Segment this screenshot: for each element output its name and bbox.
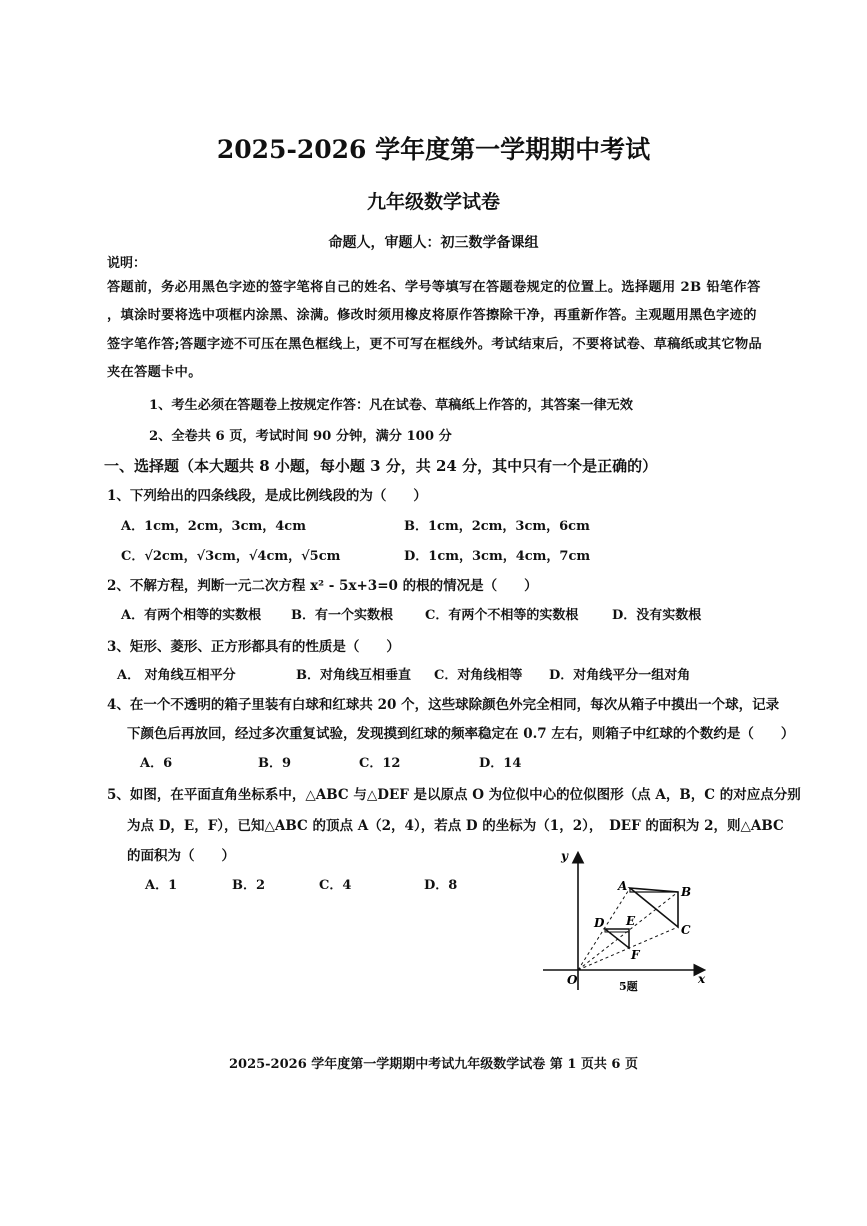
exam-subtitle: 九年级数学试卷	[366, 191, 500, 213]
label-f: F	[631, 948, 640, 962]
label-x: x	[698, 972, 706, 986]
section-heading: 一、选择题（本大题共 8 小题，每小题 3 分，共 24 分，其中只有一个是正确的）	[104, 457, 658, 475]
question-1-option-c: C．√2cm，√3cm，√4cm，√5cm	[121, 549, 341, 564]
question-5-figure	[535, 840, 715, 1000]
instructions-label: 说明：	[107, 256, 147, 271]
question-4-option-b: B．9	[258, 756, 292, 771]
question-5-option-a: A．1	[145, 878, 178, 893]
question-4-option-a: A．6	[140, 756, 173, 771]
question-4-option-d: D．14	[479, 756, 522, 771]
label-a: A	[618, 879, 628, 893]
question-5-option-b: B．2	[232, 878, 266, 893]
question-1-option-d: D．1cm，3cm，4cm，7cm	[404, 549, 591, 564]
label-o: O	[567, 973, 578, 987]
rule-2: 2、全卷共 6 页，考试时间 90 分钟，满分 100 分	[149, 429, 452, 444]
instruction-line: 签字笔作答;答题字迹不可压在黑色框线上，更不可写在框线外。考试结束后，不要将试卷、草稿纸或其它物品	[107, 337, 763, 352]
label-d: D	[594, 916, 605, 930]
question-3-option-a: A． 对角线互相平分	[117, 668, 236, 683]
triangle-abc	[630, 888, 678, 927]
instruction-line: ，填涂时要将选中项框内涂黑、涂满。修改时须用橡皮将原作答擦除干净，再重新作答。主观题用黑色字迹的	[107, 308, 757, 323]
question-1-option-b: B．1cm，2cm，3cm，6cm	[404, 519, 590, 534]
question-2-option-b: B．有一个实数根	[291, 608, 393, 623]
question-5-stem-cont: 的面积为（ ）	[127, 848, 235, 864]
question-3-stem: 3、矩形、菱形、正方形都具有的性质是（ ）	[107, 639, 400, 655]
question-3-option-b: B．对角线互相垂直	[296, 668, 411, 683]
question-5-stem: 5、如图，在平面直角坐标系中，△ABC 与△DEF 是以原点 O 为位似中心的位似图形（点 A，B，C 的对应点分别	[107, 787, 801, 803]
question-5-stem-cont: 为点 D，E，F），已知△ABC 的顶点 A（2，4），若点 D 的坐标为（1，2）， DEF 的面积为 2，则△ABC	[127, 818, 784, 834]
question-4-option-c: C．12	[359, 756, 401, 771]
label-e: E	[626, 914, 636, 928]
question-5-option-c: C．4	[319, 878, 352, 893]
question-1-stem: 1、下列给出的四条线段，是成比例线段的为（ ）	[107, 488, 427, 504]
label-y: y	[561, 849, 568, 863]
question-3-option-d: D．对角线平分一组对角	[549, 668, 691, 683]
question-1-option-a: A．1cm，2cm，3cm，4cm	[121, 519, 306, 534]
exam-title: 2025-2026 学年度第一学期期中考试	[216, 135, 651, 164]
page-footer: 2025-2026 学年度第一学期期中考试九年级数学试卷 第 1 页共 6 页	[228, 1057, 638, 1072]
label-b: B	[681, 885, 692, 899]
question-2-option-c: C．有两个不相等的实数根	[425, 608, 579, 623]
instruction-line: 夹在答题卡中。	[107, 365, 202, 380]
question-2-option-d: D．没有实数根	[612, 608, 702, 623]
ray-ob	[578, 892, 678, 970]
instruction-line: 答题前，务必用黑色字迹的签字笔将自己的姓名、学号等填写在答题卷规定的位置上。选择题用 2B 铅笔作答	[107, 280, 761, 295]
label-c: C	[681, 923, 691, 937]
question-2-stem: 2、不解方程，判断一元二次方程 x² - 5x+3=0 的根的情况是（ ）	[107, 578, 538, 594]
question-5-option-d: D．8	[424, 878, 458, 893]
question-4-stem: 4、在一个不透明的箱子里装有白球和红球共 20 个，这些球除颜色外完全相同，每次从箱子中摸出一个球，记录	[107, 697, 780, 713]
ray-oc	[578, 927, 678, 970]
exam-authors: 命题人，审题人：初三数学备课组	[328, 235, 539, 251]
rule-1: 1、考生必须在答题卷上按规定作答：凡在试卷、草稿纸上作答的，其答案一律无效	[149, 398, 633, 413]
question-4-stem-cont: 下颜色后再放回，经过多次重复试验，发现摸到红球的频率稳定在 0.7 左右，则箱子中红球的个数约是（ ）	[127, 726, 795, 742]
question-2-option-a: A．有两个相等的实数根	[121, 608, 262, 623]
question-3-option-c: C．对角线相等	[434, 668, 523, 683]
figure-caption: 5题	[619, 980, 638, 993]
